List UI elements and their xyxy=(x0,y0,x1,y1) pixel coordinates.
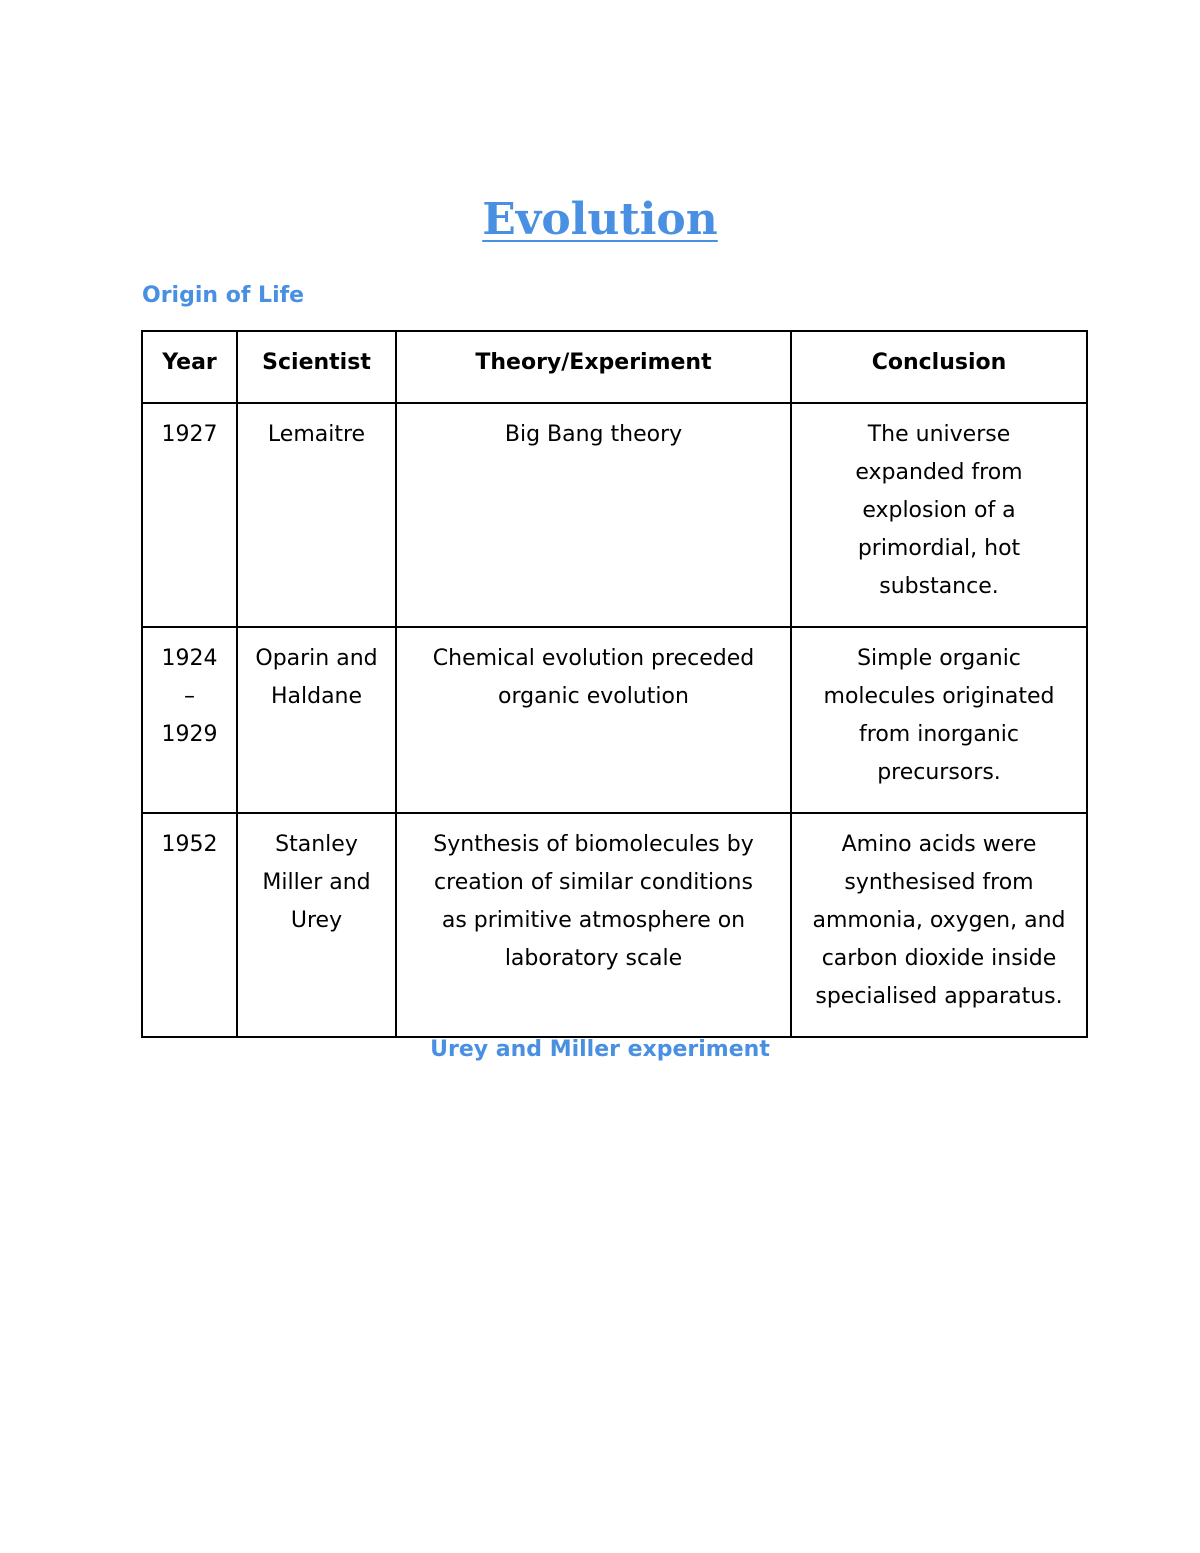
section-heading: Origin of Life xyxy=(142,283,305,308)
table-row xyxy=(142,627,1087,813)
cell-line: carbon dioxide inside xyxy=(821,946,1057,971)
header-scientist: Scientist xyxy=(237,331,396,403)
cell-line: Oparin and xyxy=(255,646,378,671)
cell-line: as primitive atmosphere on xyxy=(441,908,746,933)
cell-year xyxy=(142,627,237,813)
cell-line: specialised apparatus. xyxy=(815,984,1063,1009)
cell-line: Lemaitre xyxy=(267,422,366,447)
cell-scientist xyxy=(237,627,396,813)
origin-of-life-table-container xyxy=(141,330,1086,1038)
cell-line: expanded from xyxy=(855,460,1023,485)
cell-line: Urey xyxy=(290,908,343,933)
cell-line: Synthesis of biomolecules by xyxy=(433,832,754,857)
cell-line: molecules originated xyxy=(823,684,1055,709)
table-header-row xyxy=(142,331,1087,403)
cell-line: – xyxy=(184,684,195,709)
cell-scientist xyxy=(237,813,396,1037)
page-title: Evolution xyxy=(482,194,718,245)
header-conclusion: Conclusion xyxy=(791,331,1087,403)
cell-year xyxy=(142,403,237,627)
cell-line: 1929 xyxy=(161,722,218,747)
cell-line: primordial, hot xyxy=(857,536,1021,561)
cell-year xyxy=(142,813,237,1037)
cell-conclusion xyxy=(791,813,1087,1037)
cell-line: creation of similar conditions xyxy=(434,870,753,895)
cell-line: Stanley xyxy=(275,832,358,857)
cell-line: precursors. xyxy=(877,760,1001,785)
cell-line: Big Bang theory xyxy=(504,422,683,447)
cell-line: explosion of a xyxy=(862,498,1016,523)
cell-line: organic evolution xyxy=(498,684,689,709)
cell-theory xyxy=(396,403,791,627)
cell-line: from inorganic xyxy=(859,722,1019,747)
table-row xyxy=(142,813,1087,1037)
cell-line: 1924 xyxy=(161,646,218,671)
cell-conclusion xyxy=(791,627,1087,813)
header-year: Year xyxy=(142,331,237,403)
header-theory-experiment: Theory/Experiment xyxy=(396,331,791,403)
cell-line: ammonia, oxygen, and xyxy=(812,908,1066,933)
origin-of-life-table xyxy=(141,330,1088,1038)
cell-line: Amino acids were xyxy=(841,832,1037,857)
table-row xyxy=(142,403,1087,627)
cell-conclusion xyxy=(791,403,1087,627)
cell-line: Chemical evolution preceded xyxy=(432,646,755,671)
cell-line: Miller and xyxy=(262,870,371,895)
cell-line: synthesised from xyxy=(844,870,1034,895)
cell-line: The universe xyxy=(867,422,1011,447)
cell-scientist xyxy=(237,403,396,627)
cell-theory xyxy=(396,627,791,813)
cell-line: 1952 xyxy=(161,832,218,857)
cell-line: substance. xyxy=(879,574,999,599)
cell-line: laboratory scale xyxy=(504,946,683,971)
cell-line: Simple organic xyxy=(857,646,1021,671)
cell-theory xyxy=(396,813,791,1037)
cell-line: 1927 xyxy=(161,422,218,447)
cell-line: Haldane xyxy=(270,684,363,709)
figure-caption: Urey and Miller experiment xyxy=(430,1037,770,1062)
